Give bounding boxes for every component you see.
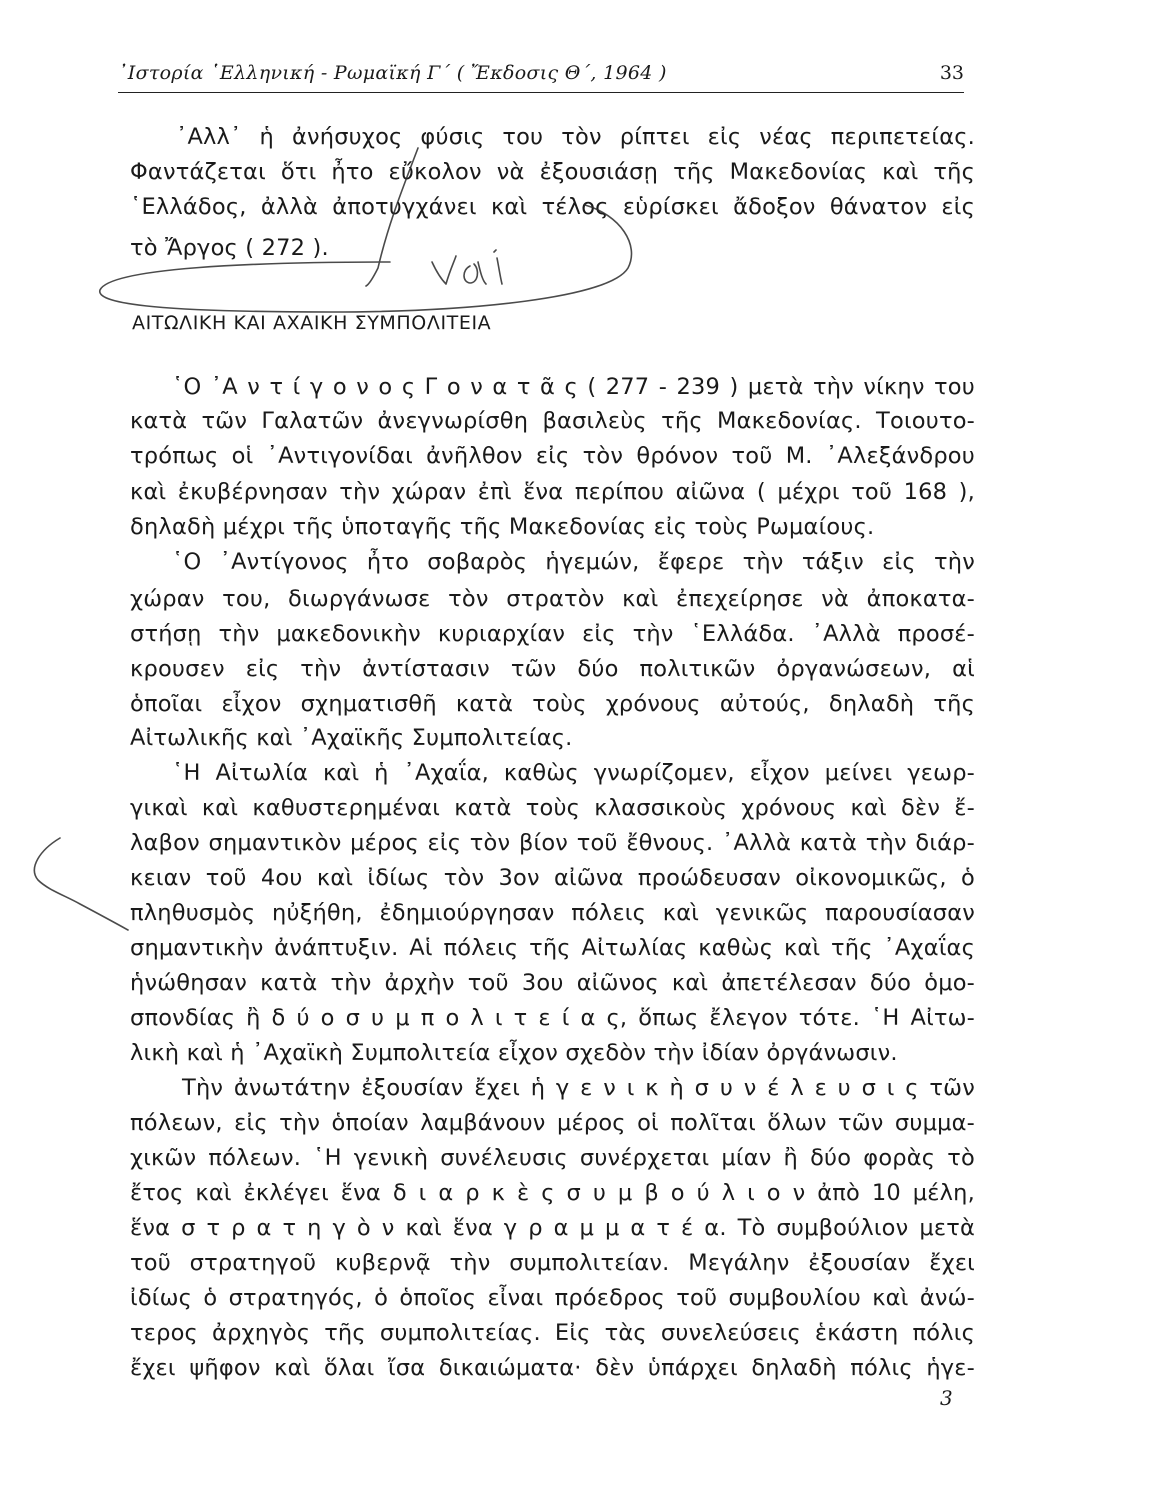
text-line: κειαν τοῦ 4ου καὶ ἰδίως τὸν 3ον αἰῶνα προώδευσαν οἰκονομικῶς, ὁ bbox=[130, 865, 975, 891]
running-title: ᾿Ιστορία ῾Ελληνική - Ρωμαϊκή Γ΄ ( Ἔκδοσις Θ΄, 1964 ) bbox=[118, 62, 667, 84]
text-line: κρουσεν εἰς τὴν ἀντίστασιν τῶν δύο πολιτικῶν ὀργανώσεων, αἱ bbox=[130, 656, 975, 682]
text-line: ἰδίως ὁ στρατηγός, ὁ ὁποῖος εἶναι πρόεδρος τοῦ συμβουλίου καὶ ἀνώ- bbox=[130, 1285, 975, 1311]
text-line: τερος ἀρχηγὸς τῆς συμπολιτείας. Εἰς τὰς συνελεύσεις ἑκάστη πόλις bbox=[130, 1320, 975, 1346]
text-line: ῾Ελλάδος, ἀλλὰ ἀποτυγχάνει καὶ τέλος εὑρίσκει ἄδοξον θάνατον εἰς bbox=[130, 194, 975, 220]
text-line: γικαὶ καὶ καθυστερημέναι κατὰ τοὺς κλασσικοὺς χρόνους καὶ δὲν ἔ- bbox=[130, 795, 975, 821]
text-line: ῾Η Αἰτωλία καὶ ἡ ᾿Αχαΐα, καθὼς γνωρίζομεν, εἶχον μείνει γεωρ- bbox=[172, 760, 975, 786]
text-line: Αἰτωλικῆς καὶ ᾿Αχαϊκῆς Συμπολιτείας. bbox=[130, 725, 573, 751]
text-line: σπονδίας ἢ δ ύ ο σ υ μ π ο λ ι τ ε ί α ς, ὅπως ἔλεγον τότε. ῾Η Αἰτω- bbox=[130, 1005, 975, 1031]
text-line: χικῶν πόλεων. ῾Η γενικὴ συνέλευσις συνέρχεται μίαν ἢ δύο φορὰς τὸ bbox=[130, 1145, 975, 1171]
text-line: πόλεων, εἰς τὴν ὁποίαν λαμβάνουν μέρος οἱ πολῖται ὅλων τῶν συμμα- bbox=[130, 1110, 975, 1136]
page-number: 33 bbox=[939, 62, 964, 84]
text-line: σημαντικὴν ἀνάπτυξιν. Αἱ πόλεις τῆς Αἰτωλίας καθὼς καὶ τῆς ᾿Αχαΐας bbox=[130, 935, 975, 961]
text-line: ὁποῖαι εἶχον σχηματισθῆ κατὰ τοὺς χρόνους αὐτούς, δηλαδὴ τῆς bbox=[130, 691, 975, 717]
text-line: ἔτος καὶ ἐκλέγει ἕνα δ ι α ρ κ ὲ ς σ υ μ β ο ύ λ ι ο ν ἀπὸ 10 μέλη, bbox=[130, 1180, 975, 1206]
text-line: πληθυσμὸς ηὐξήθη, ἐδημιούργησαν πόλεις καὶ γενικῶς παρουσίασαν bbox=[130, 900, 975, 926]
signature-mark: 3 bbox=[940, 1386, 953, 1410]
text-line: τοῦ στρατηγοῦ κυβερνᾷ τὴν συμπολιτείαν. Μεγάλην ἐξουσίαν ἔχει bbox=[130, 1250, 975, 1276]
text-line: Τὴν ἀνωτάτην ἐξουσίαν ἔχει ἡ γ ε ν ι κ ὴ σ υ ν έ λ ε υ σ ι ς τῶν bbox=[182, 1075, 975, 1101]
text-line: χώραν του, διωργάνωσε τὸν στρατὸν καὶ ἐπεχείρησε νὰ ἀποκατα- bbox=[130, 586, 975, 612]
text-line: ᾿Αλλ᾿ ἡ ἀνήσυχος φύσις του τὸν ρίπτει εἰς νέας περιπετείας. bbox=[176, 124, 975, 150]
text-line: καὶ ἐκυβέρνησαν τὴν χώραν ἐπὶ ἕνα περίπου αἰῶνα ( μέχρι τοῦ 168 ), bbox=[130, 479, 975, 505]
text-line: στήσῃ τὴν μακεδονικὴν κυριαρχίαν εἰς τὴν ῾Ελλάδα. ᾿Αλλὰ προσέ- bbox=[130, 621, 975, 647]
text-line: τὸ Ἄργος ( 272 ). bbox=[130, 235, 329, 261]
text-line: ῾Ο ᾿Α ν τ ί γ ο ν ο ς Γ ο ν α τ ᾶ ς ( 277 - 239 ) μετὰ τὴν νίκην του bbox=[172, 374, 975, 400]
text-line: ἕνα σ τ ρ α τ η γ ὸ ν καὶ ἕνα γ ρ α μ μ α τ έ α. Τὸ συμβούλιον μετὰ bbox=[130, 1215, 975, 1241]
running-header bbox=[118, 58, 964, 93]
section-heading: ΑΙΤΩΛΙΚΗ ΚΑΙ ΑΧΑΙΚΗ ΣΥΜΠΟΛΙΤΕΙΑ bbox=[132, 312, 492, 334]
text-line: ῾Ο ᾿Αντίγονος ἦτο σοβαρὸς ἡγεμών, ἔφερε τὴν τάξιν εἰς τὴν bbox=[172, 549, 975, 575]
text-line: λαβον σημαντικὸν μέρος εἰς τὸν βίον τοῦ ἔθνους. ᾿Αλλὰ κατὰ τὴν διάρ- bbox=[130, 830, 975, 856]
text-line: Φαντάζεται ὅτι ἦτο εὔκολον νὰ ἐξουσιάσῃ τῆς Μακεδονίας καὶ τῆς bbox=[130, 159, 975, 185]
text-line: λικὴ καὶ ἡ ᾿Αχαϊκὴ Συμπολιτεία εἶχον σχεδὸν τὴν ἰδίαν ὀργάνωσιν. bbox=[130, 1040, 898, 1066]
text-line: κατὰ τῶν Γαλατῶν ἀνεγνωρίσθη βασιλεὺς τῆς Μακεδονίας. Τοιουτο- bbox=[130, 408, 975, 434]
text-line: ἡνώθησαν κατὰ τὴν ἀρχὴν τοῦ 3ου αἰῶνος καὶ ἀπετέλεσαν δύο ὁμο- bbox=[130, 970, 975, 996]
text-line: ἔχει ψῆφον καὶ ὅλαι ἴσα δικαιώματα· δὲν ὑπάρχει δηλαδὴ πόλις ἡγε- bbox=[130, 1355, 975, 1381]
text-line: δηλαδὴ μέχρι τῆς ὑποταγῆς τῆς Μακεδονίας εἰς τοὺς Ρωμαίους. bbox=[130, 514, 875, 540]
text-line: τρόπως οἱ ᾿Αντιγονίδαι ἀνῆλθον εἰς τὸν θρόνον τοῦ Μ. ᾿Αλεξάνδρου bbox=[130, 443, 975, 469]
